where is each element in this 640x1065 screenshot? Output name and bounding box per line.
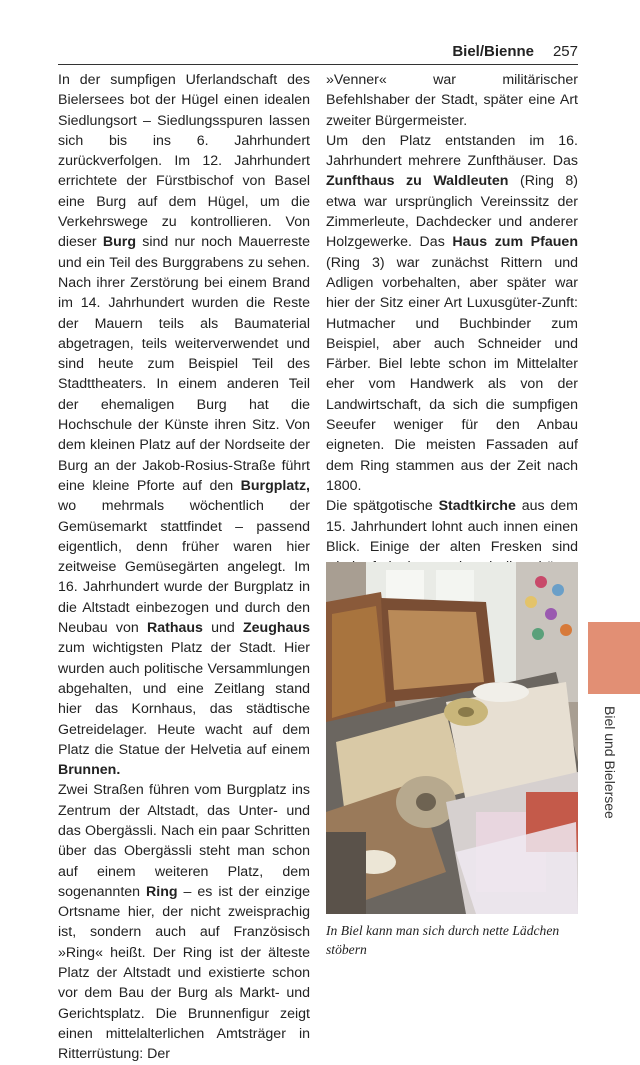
text-run: (Ring 8) etwa war ursprünglich Vereinssitz der Zimmerleute, Dachdecker und anderer Holzgewerke. Das (326, 173, 578, 251)
text-run: wo mehrmals wöchentlich der Gemüsemarkt stattfindet – passend eigentlich, denn früher waren hier zeitweise Gemüsegärten angelegt. Im 16. Jahrhundert wurde der Burgplatz in die Altstadt einbezogen und durch den Neubau von (58, 498, 310, 637)
page-number: 257 (552, 43, 578, 60)
section-title: Biel/Bienne (452, 43, 534, 60)
term-stadtkirche: Stadtkirche (438, 498, 516, 515)
left-text-column (58, 70, 310, 1065)
term-burg: Burg (102, 234, 136, 251)
text-run: sind nur noch Mauerreste und ein Teil des Burggrabens zu sehen. Nach ihrer Zerstörung bei einem Brand im 14. Jahrhundert wurden die Reste der Mauern teils als Baumaterial abgetragen, teils weiterverwendet und sind heute zum Beispiel Teil des Stadttheaters. In einem anderen Teil der ehemaligen Burg hat die Hochschule der Künste ihren Sitz. Von dem kleinen Platz auf der Nordseite der Burg an der Jakob-Rosius-Straße führt eine kleine Pforte auf den (58, 234, 310, 494)
shop-photo (326, 562, 578, 914)
photo-caption: In Biel kann man sich durch nette Lädchen stöbern (326, 923, 560, 957)
text-run: zum wichtigsten Platz der Stadt. Hier wurden auch politische Versammlungen abgehalten, und eine Zeitlang stand hier das Kornhaus, das städtische Getreidelager. Heute wacht auf dem Platz die Statue der Helvetia auf einem (58, 640, 310, 758)
term-rathaus: Rathaus (146, 620, 203, 637)
text-run: (Ring 3) war zunächst Rittern und Adligen vorbehalten, aber später war hier der Sitz einer Art Luxusgüter-Zunft: Hutmacher und Buchbinder zum Beispiel, aber auch Schneider und Färber. Biel lebte schon im Mittelalter eher vom Handwerk als von der Landwirtschaft, da sich die sumpfigen Seeufer weniger für den Anbau eigneten. Die meisten Fassaden auf dem Ring stammen aus der Zeit nach 1800. (326, 254, 578, 494)
fabric-boxes-illustration (326, 562, 578, 914)
text-run: und (202, 620, 243, 637)
paragraph-burg (58, 70, 310, 780)
text-run: In der sumpfigen Uferlandschaft des Bielersees bot der Hügel einen idealen Siedlungsort – Siedlungsspuren lassen sich bis ins 6. Jahrhundert zurückverfolgen. Im 12. Jahrhundert errichtete der Fürstbischof von Basel eine Burg auf dem Hügel, um die Verkehrswege zu kontrollieren. Von dieser (58, 72, 310, 251)
paragraph-ring (58, 780, 310, 1064)
term-burgplatz: Burgplatz, (240, 477, 310, 494)
chapter-tab (588, 622, 640, 694)
text-run: Zwei Straßen führen vom Burgplatz ins Zentrum der Altstadt, das Unter- und das Obergässli. Nach ein paar Schritten über das Obergässli steht man schon auf einem weiteren Platz, dem sogenannten (58, 782, 310, 900)
text-run: Die spätgotische (326, 498, 439, 515)
paragraph-zunfthaeuser (326, 131, 578, 496)
term-zeughaus: Zeughaus (242, 620, 310, 637)
term-brunnen: Brunnen. (58, 762, 121, 779)
term-zunfthaus-zu-waldleuten: Zunfthaus zu Waldleuten (326, 173, 509, 190)
text-run: aus dem 15. Jahrhundert lohnt auch innen einen Blick. Einige der alten Fresken sind (326, 498, 578, 555)
text-run: Um den Platz entstanden im 16. Jahrhundert mehrere Zunfthäuser. Das (326, 132, 578, 170)
paragraph-venner: »Venner« war militärischer Befehlshaber der Stadt, später eine Art zweiter Bürgermeister. (326, 72, 578, 129)
term-ring: Ring (146, 883, 178, 900)
right-text-column (326, 70, 578, 618)
term-haus-zum-pfauen: Haus zum Pfauen (452, 234, 578, 251)
running-header (58, 40, 578, 65)
text-run: – es ist der einzige Ortsname hier, der nicht zweisprachig ist, sondern auch auf Französisch »Ring« heißt. Der Ring ist der älteste Platz der Altstadt und existierte schon vor dem Bau der Burg als Markt- und Gerichtsplatz. Die Brunnenfigur zeigt einen mittelalterlichen Amtsträger in Ritterrüstung: Der (58, 883, 310, 1063)
chapter-label: Biel und Bielersee (602, 706, 618, 819)
